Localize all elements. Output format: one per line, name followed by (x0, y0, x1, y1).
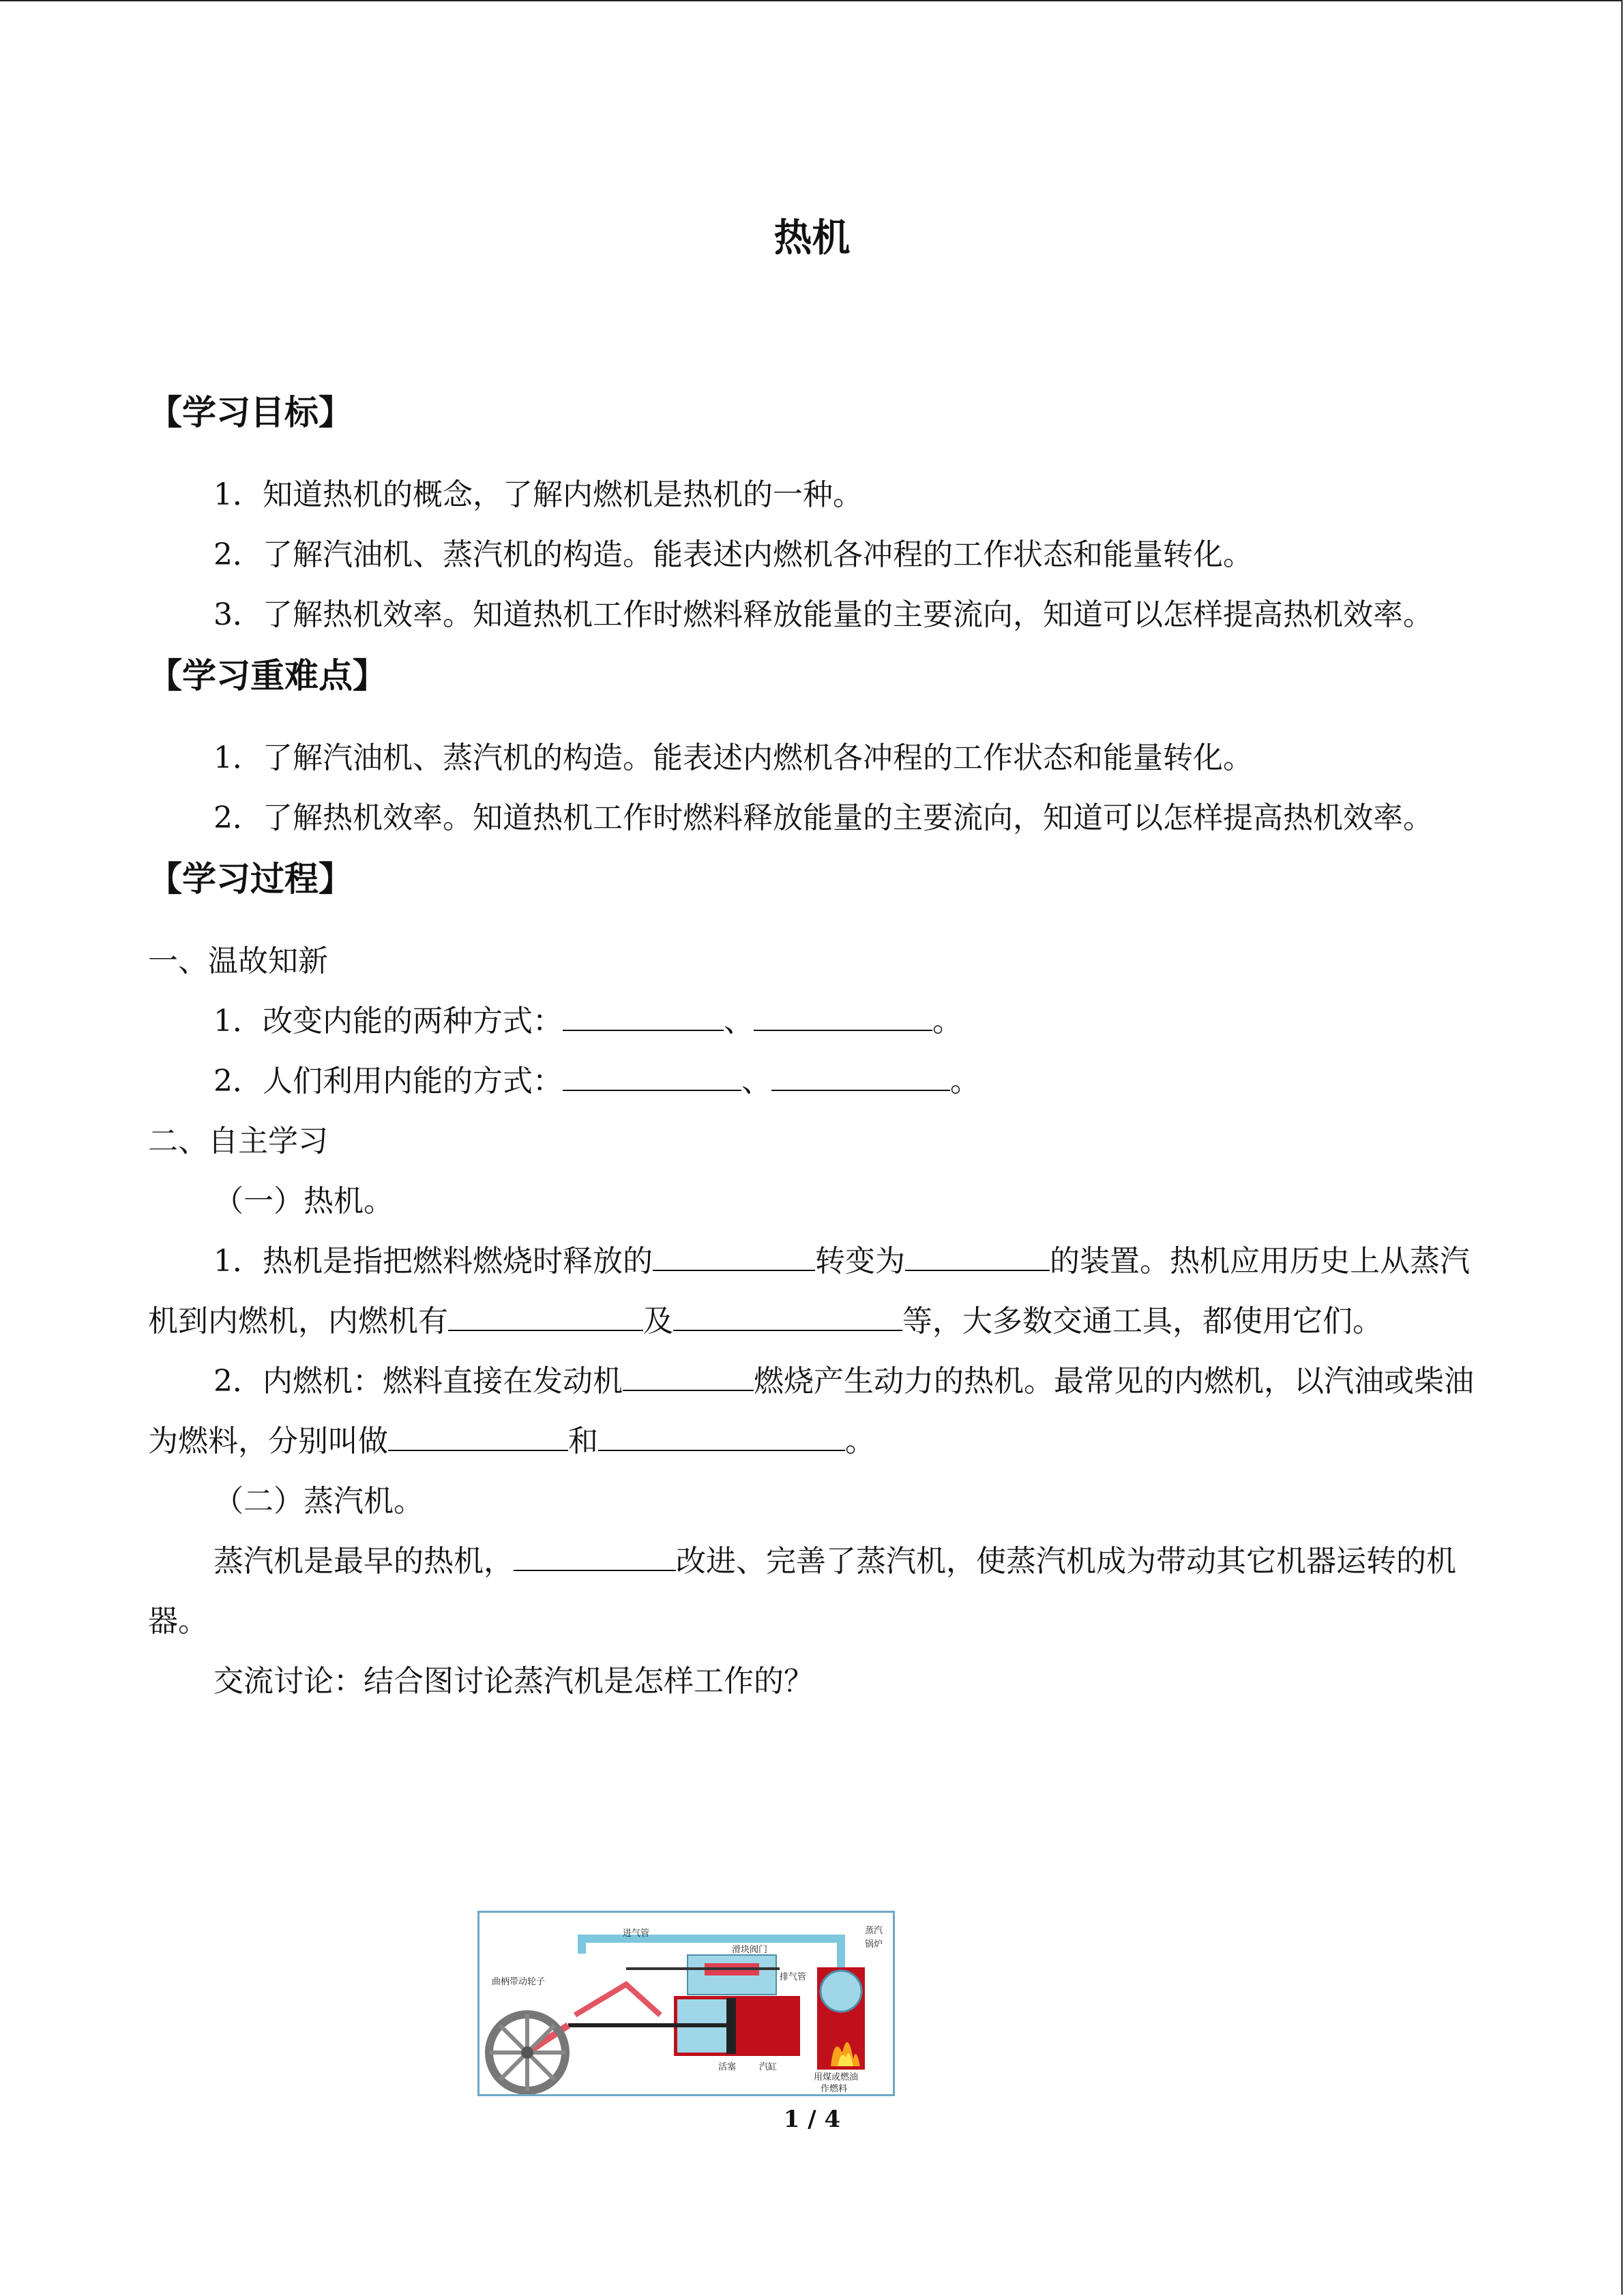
text: 及 (643, 1304, 673, 1339)
review-heading: 一、温故知新 (148, 944, 328, 979)
text: 和 (568, 1424, 598, 1459)
boiler-tank (821, 1971, 861, 2012)
label-boiler: 锅炉 (865, 1939, 883, 1950)
self-study-heading: 二、自主学习 (148, 1124, 328, 1159)
answer-blank[interactable] (771, 1057, 950, 1091)
subsection-steam-engine: （二）蒸汽机。 (213, 1484, 424, 1519)
answer-blank[interactable] (905, 1237, 1050, 1271)
answer-blank[interactable] (623, 1357, 754, 1391)
period: 。 (950, 1064, 980, 1099)
goal-item-2: 2．了解汽油机、蒸汽机的构造。能表述内燃机各冲程的工作状态和能量转化。 (213, 537, 1253, 572)
review-q2 (148, 1052, 1475, 1112)
answer-blank[interactable] (448, 1297, 643, 1331)
answer-blank[interactable] (598, 1417, 845, 1451)
steam-engine-figure (477, 1911, 895, 2096)
discussion-prompt: 交流讨论：结合图讨论蒸汽机是怎样工作的？ (213, 1664, 814, 1699)
subsection-heat-engine: （一）热机。 (213, 1184, 394, 1219)
page-number: 1 / 4 (783, 2106, 841, 2133)
label-piston: 活塞 (718, 2062, 737, 2072)
text: 1．热机是指把燃料燃烧时释放的 (213, 1244, 653, 1279)
heat-engine-paragraph-1 (148, 1232, 1475, 1352)
answer-blank[interactable] (563, 997, 724, 1031)
label-valve: 滑块阀门 (732, 1945, 768, 1955)
label-intake: 进气管 (623, 1928, 650, 1939)
label-fuel-2: 作燃料 (821, 2084, 848, 2094)
label-steam: 蒸汽 (865, 1926, 883, 1936)
page-title: 热机 (773, 216, 851, 260)
flywheel (489, 2014, 565, 2091)
label-crank: 曲柄带动轮子 (492, 1977, 546, 1987)
text: 燃烧产生动力的热机。最常见的内燃机，以汽油或柴油为燃料，分别叫做 (148, 1364, 1474, 1459)
text: 改进、完善了蒸汽机，使蒸汽机成为带动其它机器运转的机器。 (148, 1544, 1456, 1639)
answer-blank[interactable] (388, 1417, 568, 1451)
label-exhaust: 排气管 (780, 1972, 807, 1982)
answer-blank[interactable] (514, 1537, 676, 1571)
process-heading: 【学习过程】 (148, 859, 353, 899)
text: 蒸汽机是最早的热机， (213, 1544, 514, 1579)
goals-heading: 【学习目标】 (148, 393, 353, 432)
answer-blank[interactable] (673, 1297, 902, 1331)
separator: 、 (724, 1004, 754, 1039)
label-fuel: 用煤或燃油 (814, 2072, 859, 2083)
text: 2．内燃机：燃料直接在发动机 (213, 1364, 623, 1399)
period: 。 (932, 1004, 962, 1039)
goal-item-3: 3．了解热机效率。知道热机工作时燃料释放能量的主要流向，知道可以怎样提高热机效率。 (213, 597, 1433, 632)
steam-engine-paragraph (148, 1532, 1475, 1652)
review-q1 (148, 992, 1475, 1052)
key-heading: 【学习重难点】 (148, 656, 387, 696)
heat-engine-paragraph-2 (148, 1352, 1475, 1472)
answer-blank[interactable] (563, 1057, 741, 1091)
separator: 、 (741, 1064, 771, 1099)
key-item-1: 1．了解汽油机、蒸汽机的构造。能表述内燃机各冲程的工作状态和能量转化。 (213, 741, 1253, 775)
text: 转变为 (815, 1244, 905, 1279)
steam-engine-diagram (479, 1913, 893, 2094)
key-item-2: 2．了解热机效率。知道热机工作时燃料释放能量的主要流向，知道可以怎样提高热机效率。 (213, 801, 1433, 835)
answer-blank[interactable] (653, 1237, 815, 1271)
answer-blank[interactable] (754, 997, 932, 1031)
review-q1-text: 1．改变内能的两种方式： (213, 1004, 563, 1039)
goal-item-1: 1．知道热机的概念，了解内燃机是热机的一种。 (213, 477, 863, 512)
text: 。 (845, 1424, 875, 1459)
review-q2-text: 2．人们利用内能的方式： (213, 1064, 563, 1099)
text: 的装置。热机应用历史上从蒸汽机到内燃机，内燃机有 (148, 1244, 1470, 1339)
label-cylinder: 汽缸 (759, 2062, 778, 2072)
text: 等，大多数交通工具，都使用它们。 (902, 1304, 1383, 1339)
document-body (148, 382, 1475, 1712)
